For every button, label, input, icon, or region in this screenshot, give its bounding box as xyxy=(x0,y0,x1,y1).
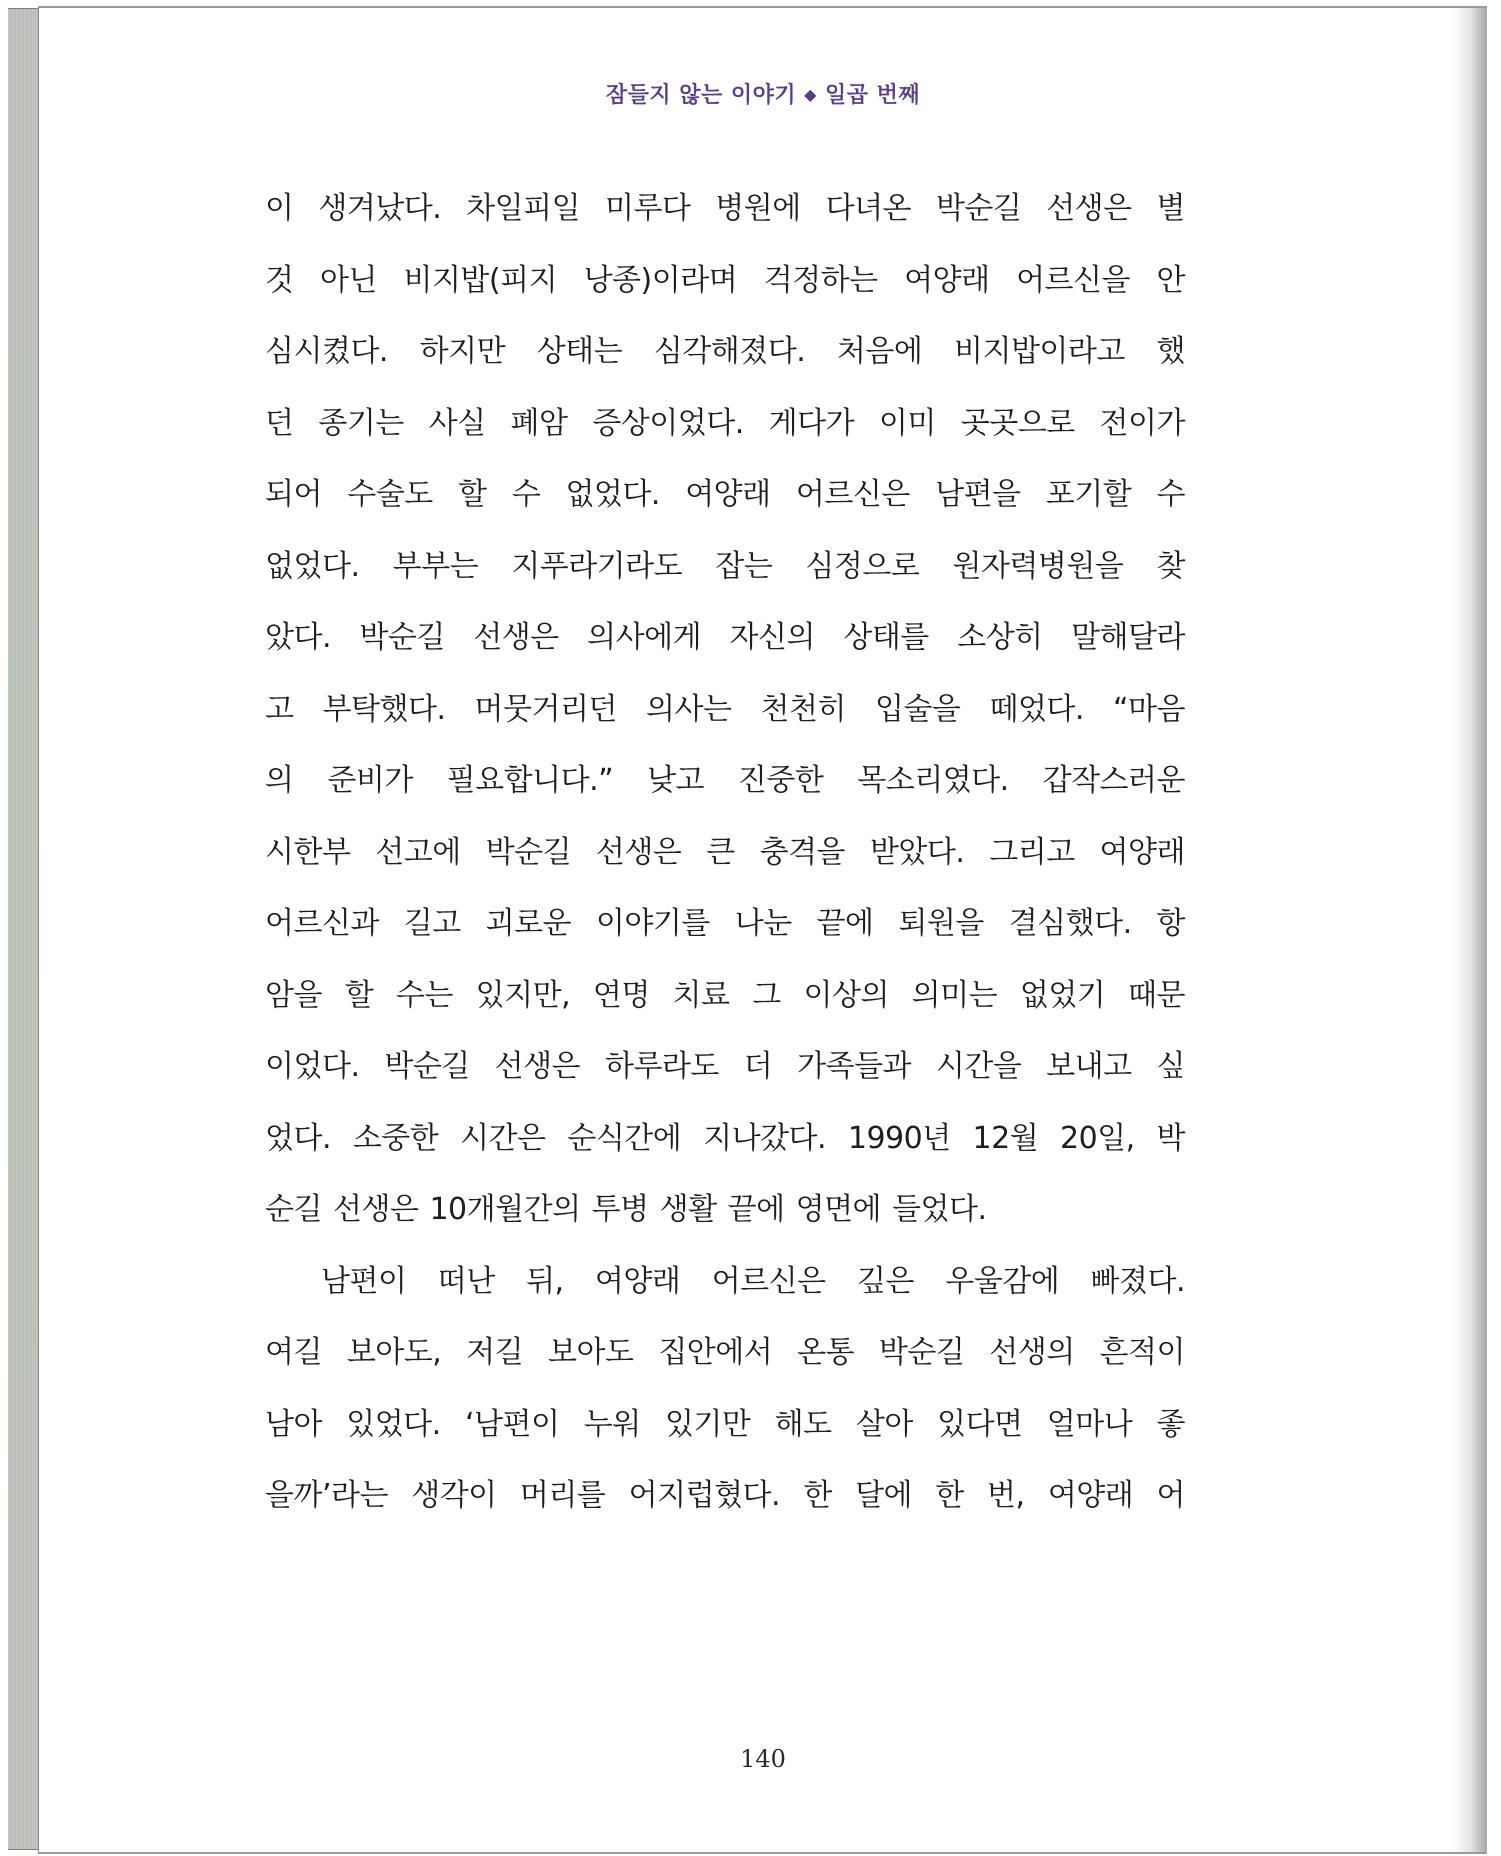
paragraph-1 xyxy=(265,180,1185,1253)
diamond-separator-icon: ◆ xyxy=(804,85,817,104)
paragraph-2 xyxy=(265,1253,1185,1539)
text-line: 이었다. 박순길 선생은 하루라도 더 가족들과 시간을 보내고 싶 xyxy=(265,1049,1185,1084)
text-line: 심시켰다. 하지만 상태는 심각해졌다. 처음에 비지밥이라고 했 xyxy=(265,334,1185,369)
chapter-title: 일곱 번째 xyxy=(824,82,921,108)
running-header xyxy=(39,78,1487,109)
text-line: 이 생겨났다. 차일피일 미루다 병원에 다녀온 박순길 선생은 별 xyxy=(265,191,1185,226)
text-line: 남편이 떠난 뒤, 여양래 어르신은 깊은 우울감에 빠졌다. xyxy=(321,1263,1185,1299)
text-line: 되어 수술도 할 수 없었다. 여양래 어르신은 남편을 포기할 수 xyxy=(265,477,1185,512)
page-gutter-shadow xyxy=(1453,8,1487,1852)
text-line: 시한부 선고에 박순길 선생은 큰 충격을 받았다. 그리고 여양래 xyxy=(265,834,1185,870)
text-line: 었다. 소중한 시간은 순식간에 지나갔다. 1990년 12월 20일, 박 xyxy=(265,1120,1185,1156)
text-line: 어르신과 길고 괴로운 이야기를 나눈 끝에 퇴원을 결심했다. 항 xyxy=(265,906,1185,941)
text-line: 고 부탁했다. 머뭇거리던 의사는 천천히 입술을 떼었다. “마음 xyxy=(265,691,1185,727)
text-line: 의 준비가 필요합니다.” 낮고 진중한 목소리였다. 갑작스러운 xyxy=(265,763,1185,798)
text-line: 을까’라는 생각이 머리를 어지럽혔다. 한 달에 한 번, 여양래 어 xyxy=(265,1478,1185,1513)
page-number: 140 xyxy=(740,1745,786,1773)
text-line: 았다. 박순길 선생은 의사에게 자신의 상태를 소상히 말해달라 xyxy=(265,620,1185,655)
text-line: 없었다. 부부는 지푸라기라도 잡는 심정으로 원자력병원을 찾 xyxy=(265,548,1185,584)
text-line: 여길 보아도, 저길 보아도 집안에서 온통 박순길 선생의 흔적이 xyxy=(265,1335,1185,1370)
book-page xyxy=(38,6,1487,1854)
series-title: 잠들지 않는 이야기 xyxy=(605,82,797,108)
body-text xyxy=(265,180,1185,1539)
text-line: 남아 있었다. ‘남편이 누워 있기만 해도 살아 있다면 얼마나 좋 xyxy=(265,1406,1185,1442)
text-line: 것 아닌 비지밥(피지 낭종)이라며 걱정하는 여양래 어르신을 안 xyxy=(265,262,1185,298)
text-line: 암을 할 수는 있지만, 연명 치료 그 이상의 의미는 없었기 때문 xyxy=(265,977,1185,1013)
text-line: 순길 선생은 10개월간의 투병 생활 끝에 영면에 들었다. xyxy=(265,1192,987,1227)
text-line: 던 종기는 사실 폐암 증상이었다. 게다가 이미 곳곳으로 전이가 xyxy=(265,405,1185,441)
